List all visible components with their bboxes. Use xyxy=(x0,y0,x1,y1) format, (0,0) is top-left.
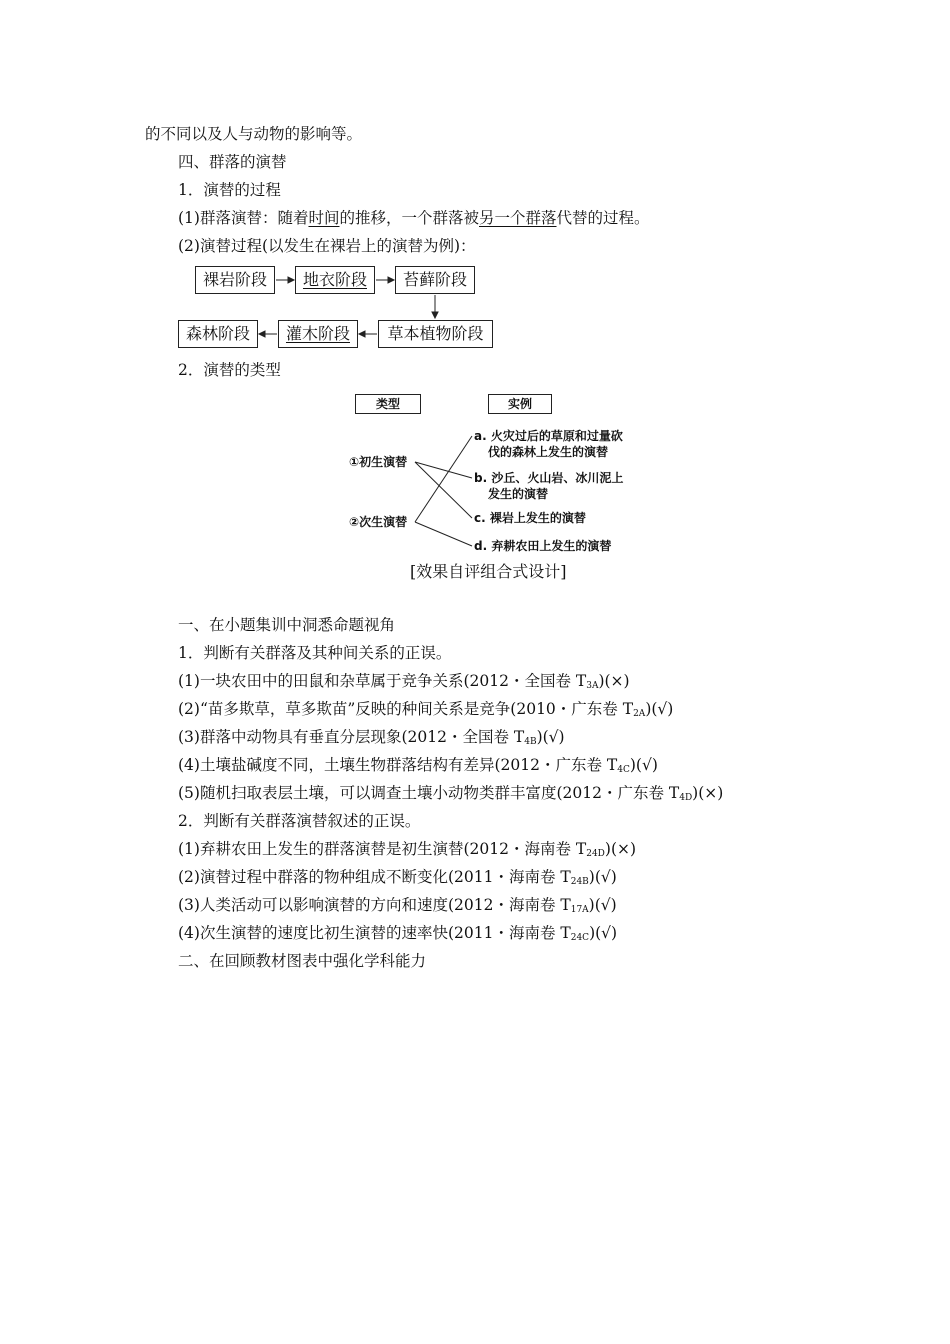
match-secondary-d xyxy=(415,522,472,546)
stage-bare-rock: 裸岩阶段 xyxy=(195,266,275,294)
definition-part-e: 代替的过程。 xyxy=(556,209,650,227)
arrow-2-head xyxy=(388,277,394,283)
q1-item-5-sub: 4D xyxy=(679,793,693,803)
stage-moss: 苔藓阶段 xyxy=(395,266,475,294)
q2-title: 2．判断有关群落演替叙述的正误。 xyxy=(178,812,421,830)
stage-shrub-label: 灌木阶段 xyxy=(285,324,350,343)
q2-item-2 xyxy=(178,867,617,892)
q1-item-2-text: (2)“苗多欺草，草多欺苗”反映的种间关系是竞争(2010・广东卷 T xyxy=(178,700,634,718)
q2-item-2-text: (2)演替过程中群落的物种组成不断变化(2011・海南卷 T xyxy=(178,868,571,886)
q1-item-2 xyxy=(178,699,673,724)
example-b-line2: 发生的演替 xyxy=(488,487,549,501)
stage-lichen-label: 地衣阶段 xyxy=(302,270,367,289)
q1-item-4-answer: )(√) xyxy=(629,756,658,774)
arrow-1-head xyxy=(288,277,294,283)
q1-item-1-sub: 3A xyxy=(586,681,599,691)
definition-part-a: (1)群落演替：随着 xyxy=(178,209,309,227)
q1-item-5-text: (5)随机扫取表层土壤，可以调查土壤小动物类群丰富度(2012・广东卷 T xyxy=(178,784,680,802)
type-secondary: ②次生演替 xyxy=(349,515,408,529)
q2-item-1-answer: )(×) xyxy=(604,840,637,858)
arrow-5-head xyxy=(259,331,265,337)
arrow-3-head xyxy=(432,312,438,318)
intro-tail-text: 的不同以及人与动物的影响等。 xyxy=(145,125,363,143)
stage-forest: 森林阶段 xyxy=(178,320,258,348)
definition-blank-time: 时间 xyxy=(308,209,340,227)
example-c: c. 裸岩上发生的演替 xyxy=(474,511,586,525)
definition-part-c: 的推移，一个群落被 xyxy=(339,209,479,227)
q1-item-1-text: (1)一块农田中的田鼠和杂草属于竞争关系(2012・全国卷 T xyxy=(178,672,587,690)
q2-item-3-text: (3)人类活动可以影响演替的方向和速度(2012・海南卷 T xyxy=(178,896,571,914)
example-header: 实例 xyxy=(488,394,552,414)
example-a-line1: a. 火灾过后的草原和过量砍 xyxy=(474,429,623,443)
q2-item-3-sub: 17A xyxy=(570,905,589,915)
subheading-types: 2．演替的类型 xyxy=(178,361,281,379)
q1-item-3-text: (3)群落中动物具有垂直分层现象(2012・全国卷 T xyxy=(178,728,525,746)
definition-blank-community: 另一个群落 xyxy=(479,209,557,227)
type-header: 类型 xyxy=(355,394,421,414)
q2-item-1 xyxy=(178,839,636,864)
q2-item-2-answer: )(√) xyxy=(588,868,617,886)
q1-item-4 xyxy=(178,755,658,780)
part2-heading: 二、在回顾教材图表中强化学科能力 xyxy=(178,952,427,970)
q2-item-1-text: (1)弃耕农田上发生的群落演替是初生演替(2012・海南卷 T xyxy=(178,840,587,858)
q1-title: 1．判断有关群落及其种间关系的正误。 xyxy=(178,644,452,662)
q1-item-2-answer: )(√) xyxy=(645,700,674,718)
q1-item-1 xyxy=(178,671,630,696)
q1-item-2-sub: 2A xyxy=(633,709,646,719)
process-example-line: (2)演替过程(以发生在裸岩上的演替为例)： xyxy=(178,237,476,255)
example-a-line2: 伐的森林上发生的演替 xyxy=(488,445,609,459)
q1-item-3 xyxy=(178,727,565,752)
q2-item-2-sub: 24B xyxy=(570,877,589,887)
q2-item-4 xyxy=(178,923,617,948)
matching-lines xyxy=(0,380,950,560)
q1-item-1-answer: )(×) xyxy=(598,672,630,690)
subheading-process: 1．演替的过程 xyxy=(178,181,281,199)
q1-item-3-sub: 4B xyxy=(524,737,537,747)
q2-item-4-answer: )(√) xyxy=(589,924,618,942)
q2-item-4-sub: 24C xyxy=(570,933,590,943)
q1-item-5-answer: )(×) xyxy=(692,784,724,802)
q1-item-4-sub: 4C xyxy=(617,765,630,775)
example-b-line1: b. 沙丘、火山岩、冰川泥上 xyxy=(474,471,624,485)
arrow-4-head xyxy=(359,331,365,337)
part1-heading: 一、在小题集训中洞悉命题视角 xyxy=(178,616,396,634)
flow-arrows xyxy=(0,0,950,400)
example-d: d. 弃耕农田上发生的演替 xyxy=(474,539,612,553)
stage-herbaceous: 草本植物阶段 xyxy=(378,320,493,348)
q2-item-1-sub: 24D xyxy=(586,849,605,859)
q1-item-3-answer: )(√) xyxy=(536,728,565,746)
q1-item-5 xyxy=(178,783,723,808)
q2-item-3-answer: )(√) xyxy=(588,896,617,914)
q1-item-4-text: (4)土壤盐碱度不同，土壤生物群落结构有差异(2012・广东卷 T xyxy=(178,756,618,774)
design-title: [效果自评组合式设计] xyxy=(410,562,567,581)
q2-item-4-text: (4)次生演替的速度比初生演替的速率快(2011・海南卷 T xyxy=(178,924,571,942)
type-primary: ①初生演替 xyxy=(349,455,408,469)
section-heading-4: 四、群落的演替 xyxy=(178,153,287,171)
q2-item-3 xyxy=(178,895,617,920)
